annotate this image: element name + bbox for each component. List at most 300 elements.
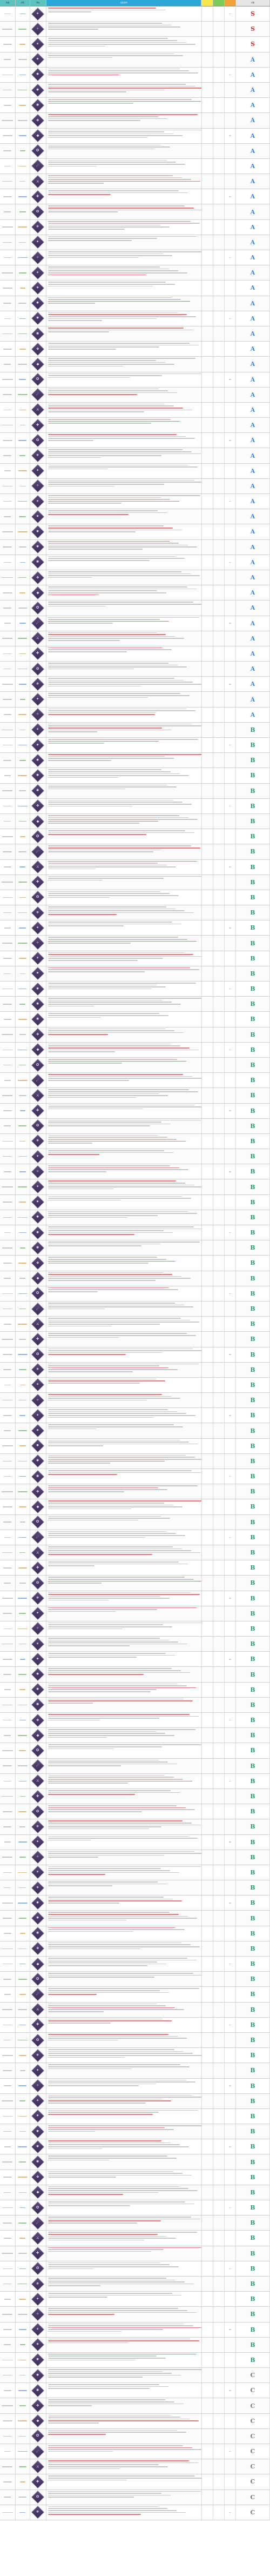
skill-category-text	[18, 90, 27, 91]
skill-name-text	[3, 2420, 12, 2421]
skill-icon-cell	[30, 1104, 47, 1118]
skill-icon-cell	[30, 1393, 47, 1407]
skill-description-cell	[46, 311, 201, 326]
description-line	[48, 299, 181, 300]
skill-description-cell	[46, 2154, 201, 2169]
rank-badge: A	[250, 558, 255, 566]
skill-category-cell	[16, 113, 30, 128]
description-line	[48, 1900, 182, 1901]
skill-category-cell	[16, 1469, 30, 1484]
stat-col-3	[225, 6, 236, 21]
skill-emblem-icon	[31, 510, 44, 523]
skill-category-text	[19, 2268, 26, 2270]
skill-description-cell	[46, 1393, 201, 1407]
description-line	[48, 1629, 123, 1630]
rank-badge: B	[250, 1777, 255, 1785]
skill-category-text	[18, 166, 26, 167]
table-row	[0, 2429, 270, 2444]
rank-badge: A	[250, 86, 255, 94]
stat-col-1	[202, 1073, 213, 1087]
skill-category-text	[20, 2481, 25, 2482]
skill-category-cell	[16, 2383, 30, 2398]
stat-col-3	[225, 326, 236, 341]
description-line	[48, 806, 132, 807]
skill-name-cell	[0, 768, 16, 783]
skill-name-text	[3, 135, 12, 136]
stat-col-3	[225, 1835, 236, 1850]
stat-col-1	[202, 1591, 213, 1606]
stat-col-3	[225, 296, 236, 311]
description-line	[48, 1761, 168, 1763]
skill-rank-cell	[236, 2383, 270, 2398]
skill-category-text	[19, 1826, 25, 1827]
description-line	[48, 1899, 173, 1900]
description-line	[48, 819, 198, 820]
skill-category-text	[18, 531, 28, 532]
skill-category-text	[18, 714, 26, 715]
skill-name-text	[3, 2375, 12, 2376]
skill-name-text	[2, 486, 12, 487]
skill-category-cell	[16, 1865, 30, 1880]
stat-col-2	[213, 616, 225, 631]
description-line	[48, 971, 145, 972]
skill-description-cell	[46, 1027, 201, 1042]
skill-name-text	[3, 440, 12, 441]
description-line	[48, 571, 181, 572]
skill-emblem-icon	[31, 678, 44, 691]
description-line	[48, 2354, 196, 2355]
skill-rank-cell	[236, 708, 270, 722]
skill-name-cell	[0, 433, 16, 448]
description-line	[48, 1306, 193, 1307]
skill-category-cell	[16, 1423, 30, 1438]
table-row	[0, 372, 270, 388]
table-row	[0, 936, 270, 951]
rank-badge: C	[250, 2417, 255, 2425]
skill-emblem-icon	[31, 1500, 44, 1513]
description-line	[48, 2369, 201, 2370]
stat-col-1	[202, 1347, 213, 1362]
description-line	[48, 1775, 165, 1776]
description-line	[48, 1472, 201, 1473]
rank-badge: B	[250, 1183, 255, 1191]
description-line	[48, 834, 146, 835]
skill-icon-cell	[30, 2094, 47, 2108]
stat-col-1	[202, 2444, 213, 2459]
stat-col-2	[213, 1271, 225, 1286]
table-row	[0, 403, 270, 418]
description-line	[48, 2055, 201, 2056]
description-line	[48, 210, 201, 211]
skill-name-cell	[0, 235, 16, 250]
description-line	[48, 2034, 168, 2035]
description-line	[48, 1200, 120, 1201]
description-line	[48, 1061, 186, 1062]
rank-badge: B	[250, 985, 255, 993]
skill-icon-cell	[30, 2261, 47, 2276]
emblem-glyph-icon: ☄	[36, 1078, 40, 1082]
skill-category-text	[18, 1156, 27, 1157]
table-row	[0, 540, 270, 555]
rank-badge: B	[250, 1290, 255, 1297]
skill-icon-cell	[30, 98, 47, 112]
table-row	[0, 1759, 270, 1774]
description-line	[48, 878, 164, 879]
stat-col-2	[213, 2185, 225, 2200]
skill-name-cell	[0, 951, 16, 966]
skill-category-text	[18, 1841, 27, 1843]
skill-rank-cell	[236, 540, 270, 555]
rank-badge: B	[250, 1473, 255, 1480]
stat-col-3	[225, 1393, 236, 1407]
skill-name-cell	[0, 540, 16, 555]
skill-name-text	[4, 364, 11, 365]
skill-name-text	[2, 2512, 13, 2513]
description-line	[48, 2007, 175, 2008]
skill-icon-cell	[30, 951, 47, 966]
description-line	[48, 2009, 184, 2010]
skill-rank-cell	[236, 1698, 270, 1712]
skill-rank-cell	[236, 1363, 270, 1377]
skill-category-text	[18, 364, 27, 365]
rank-badge: A	[250, 482, 255, 490]
skill-emblem-icon	[31, 1348, 44, 1361]
description-line	[48, 525, 164, 526]
rank-badge: B	[250, 1305, 255, 1313]
stat-col-2	[213, 1347, 225, 1362]
skill-icon-cell	[30, 2368, 47, 2383]
description-line	[48, 1961, 157, 1963]
table-row	[0, 2079, 270, 2094]
description-line	[48, 484, 164, 485]
stat-col-2	[213, 2398, 225, 2413]
stat-col-2	[213, 144, 225, 158]
description-line	[48, 789, 125, 790]
skill-emblem-icon	[31, 2353, 44, 2366]
stat-col-1	[202, 1256, 213, 1270]
stat-col-2	[213, 1606, 225, 1621]
skill-icon-cell	[30, 1286, 47, 1301]
table-row	[0, 1088, 270, 1103]
description-line	[48, 619, 160, 620]
skill-category-cell	[16, 2459, 30, 2474]
description-line	[48, 621, 169, 622]
stat-col-2	[213, 159, 225, 173]
stat-col-3	[225, 1865, 236, 1880]
skill-rank-cell	[236, 1850, 270, 1865]
skill-icon-cell	[30, 159, 47, 173]
skill-description-cell	[46, 905, 201, 920]
stat-col-3	[225, 1499, 236, 1514]
skill-category-cell	[16, 890, 30, 905]
description-line	[48, 804, 192, 805]
skill-emblem-icon	[31, 2445, 44, 2458]
stat-col-3	[225, 357, 236, 371]
skill-category-cell	[16, 2338, 30, 2352]
description-line	[48, 2377, 143, 2378]
skill-category-text	[18, 257, 28, 258]
description-line	[48, 346, 159, 348]
stat-col-1	[202, 2033, 213, 2047]
skill-description-cell	[46, 1043, 201, 1057]
stat-col-2	[213, 2292, 225, 2306]
skill-description-cell	[46, 1880, 201, 1895]
rank-badge: B	[250, 1397, 255, 1404]
skill-category-text	[18, 333, 27, 335]
table-row	[0, 2139, 270, 2154]
skill-name-text	[3, 851, 12, 852]
stat-col-2	[213, 1423, 225, 1438]
description-line	[48, 1371, 133, 1372]
emblem-glyph-icon: ✦	[36, 1840, 40, 1844]
skill-category-text	[19, 2055, 26, 2056]
rank-badge: B	[250, 757, 255, 764]
skill-name-cell	[0, 129, 16, 143]
skill-description-cell	[46, 1408, 201, 1423]
description-line	[48, 1729, 195, 1730]
emblem-glyph-icon: ✵	[36, 1139, 40, 1143]
skill-description-cell	[46, 1728, 201, 1743]
skill-icon-cell	[30, 905, 47, 920]
skill-emblem-icon	[31, 388, 44, 401]
skill-emblem-icon	[31, 282, 44, 295]
description-line	[48, 2125, 201, 2126]
skill-name-cell	[0, 1545, 16, 1560]
skill-rank-cell	[236, 1073, 270, 1087]
stat-col-3	[225, 2139, 236, 2154]
description-line	[48, 436, 186, 437]
skill-icon-cell	[30, 357, 47, 371]
stat-col-1	[202, 326, 213, 341]
description-line	[48, 1122, 161, 1123]
rank-badge: B	[250, 1671, 255, 1678]
stat-mark	[229, 866, 231, 867]
skill-icon-cell	[30, 1637, 47, 1651]
skill-category-cell	[16, 1957, 30, 1971]
skill-description-cell	[46, 966, 201, 981]
stat-col-3	[225, 982, 236, 996]
skill-name-cell	[0, 1012, 16, 1026]
description-line	[48, 960, 138, 961]
stat-col-1	[202, 2048, 213, 2063]
skill-emblem-icon	[31, 784, 44, 797]
skill-name-cell	[0, 524, 16, 539]
stat-col-2	[213, 1576, 225, 1590]
emblem-glyph-icon: ❂	[36, 438, 40, 443]
skill-category-text	[18, 1491, 28, 1492]
table-row	[0, 738, 270, 753]
table-row	[0, 52, 270, 68]
skill-name-cell	[0, 357, 16, 371]
stat-mark	[229, 2329, 231, 2330]
skill-icon-cell	[30, 2079, 47, 2093]
table-row	[0, 1393, 270, 1408]
stat-col-3	[225, 692, 236, 706]
skill-description-cell	[46, 524, 201, 539]
skill-name-text	[2, 75, 13, 76]
skill-emblem-icon	[31, 2368, 44, 2381]
table-row	[0, 997, 270, 1012]
stat-col-3	[225, 2246, 236, 2261]
skill-rank-cell	[236, 662, 270, 676]
stat-col-2	[213, 357, 225, 371]
table-row	[0, 1835, 270, 1850]
table-row	[0, 2200, 270, 2215]
rank-badge: B	[250, 2067, 255, 2074]
stat-col-2	[213, 1621, 225, 1636]
rank-badge: B	[250, 1747, 255, 1754]
table-row	[0, 418, 270, 433]
stat-col-1	[202, 951, 213, 966]
skill-category-cell	[16, 418, 30, 432]
table-row	[0, 1164, 270, 1179]
skill-rank-cell	[236, 1119, 270, 1133]
stat-col-2	[213, 1789, 225, 1804]
skill-icon-cell	[30, 1880, 47, 1895]
rank-badge: B	[250, 2280, 255, 2288]
rank-badge: B	[250, 1701, 255, 1709]
description-line	[48, 1000, 163, 1001]
skill-category-text	[19, 1887, 26, 1888]
description-line	[48, 680, 184, 681]
description-line	[48, 451, 192, 452]
stat-col-1	[202, 22, 213, 36]
stat-col-1	[202, 875, 213, 890]
skill-icon-cell	[30, 2033, 47, 2047]
skill-name-text	[3, 1872, 12, 1873]
skill-name-cell	[0, 83, 16, 97]
skill-name-text	[2, 1491, 13, 1492]
skill-name-cell	[0, 144, 16, 158]
description-line	[48, 2478, 201, 2479]
skill-name-text	[3, 1521, 11, 1523]
skill-description-cell	[46, 2063, 201, 2078]
skill-icon-cell	[30, 1987, 47, 2001]
skill-category-text	[18, 1948, 26, 1950]
skill-name-text	[2, 120, 13, 121]
stat-mark	[229, 1964, 231, 1965]
skill-category-cell	[16, 814, 30, 829]
description-line	[48, 25, 171, 26]
description-line	[48, 2358, 166, 2359]
emblem-glyph-icon: ✪	[36, 1063, 40, 1067]
skill-name-cell	[0, 1134, 16, 1149]
stat-mark	[229, 562, 231, 563]
description-line	[48, 2148, 102, 2150]
skill-name-text	[4, 1430, 11, 1431]
skill-name-text	[3, 653, 12, 655]
description-line	[48, 1977, 154, 1978]
stat-mark	[229, 1659, 231, 1660]
rank-badge: B	[250, 2234, 255, 2242]
description-line	[48, 1929, 185, 1930]
emblem-glyph-icon: ❂	[36, 2495, 40, 2499]
rank-badge: B	[250, 2250, 255, 2257]
skill-name-text	[2, 1857, 12, 1858]
stat-col-3	[225, 1774, 236, 1788]
skill-icon-cell	[30, 1591, 47, 1606]
emblem-glyph-icon: ☄	[36, 164, 40, 168]
stat-col-1	[202, 524, 213, 539]
skill-name-cell	[0, 1179, 16, 1194]
description-line	[48, 2281, 185, 2283]
stat-col-1	[202, 204, 213, 219]
skill-icon-cell	[30, 814, 47, 829]
stat-col-2	[213, 2246, 225, 2261]
skill-category-text	[18, 470, 27, 471]
stat-col-3	[225, 2505, 236, 2520]
emblem-glyph-icon: ✶	[36, 956, 40, 960]
skill-description-cell	[46, 1652, 201, 1666]
skill-rank-cell	[236, 1606, 270, 1621]
skill-name-cell	[0, 509, 16, 524]
skill-category-cell	[16, 1043, 30, 1057]
emblem-glyph-icon: ✶	[36, 42, 40, 46]
skill-emblem-icon	[31, 556, 44, 569]
description-line	[48, 1897, 164, 1898]
skill-name-cell	[0, 1149, 16, 1164]
skill-description-cell	[46, 1179, 201, 1194]
skill-emblem-icon	[31, 1774, 44, 1787]
table-row	[0, 250, 270, 265]
skill-name-cell	[0, 494, 16, 509]
stat-col-3	[225, 2003, 236, 2017]
table-row	[0, 357, 270, 372]
emblem-glyph-icon: ✹	[36, 773, 40, 778]
emblem-glyph-icon: ⚔	[36, 179, 40, 183]
stat-col-3	[225, 204, 236, 219]
skill-category-cell	[16, 433, 30, 448]
skill-category-text	[18, 1019, 27, 1020]
description-line	[48, 1106, 201, 1107]
rank-badge: B	[250, 878, 255, 886]
skill-rank-cell	[236, 2292, 270, 2306]
stat-col-2	[213, 2353, 225, 2367]
skill-emblem-icon	[31, 7, 44, 20]
description-line	[48, 1198, 191, 1199]
rank-badge: B	[250, 893, 255, 901]
skill-category-cell	[16, 1530, 30, 1545]
description-line	[48, 1105, 195, 1106]
skill-name-cell	[0, 1804, 16, 1819]
stat-col-3	[225, 524, 236, 539]
emblem-glyph-icon: ✷	[36, 2114, 40, 2118]
description-line	[48, 1638, 160, 1639]
description-line	[48, 1141, 186, 1142]
skill-description-cell	[46, 1439, 201, 1453]
stat-col-3	[225, 1012, 236, 1026]
rank-badge: B	[250, 787, 255, 795]
rank-badge: B	[250, 1077, 255, 1084]
skill-category-cell	[16, 1225, 30, 1240]
description-line	[48, 2247, 201, 2248]
skill-description-cell	[46, 646, 201, 661]
description-line	[48, 75, 119, 76]
table-row	[0, 1104, 270, 1119]
skill-description-cell	[46, 494, 201, 509]
description-line	[48, 1324, 160, 1325]
description-line	[48, 2146, 189, 2147]
skill-name-cell	[0, 2292, 16, 2306]
rank-badge: B	[250, 1092, 255, 1099]
description-line	[48, 2420, 199, 2421]
emblem-glyph-icon: ✹	[36, 1916, 40, 1920]
skill-emblem-icon	[31, 144, 44, 157]
description-line	[48, 266, 160, 268]
stat-mark	[229, 14, 231, 15]
description-line	[48, 1369, 178, 1370]
skill-category-text	[19, 2192, 26, 2193]
